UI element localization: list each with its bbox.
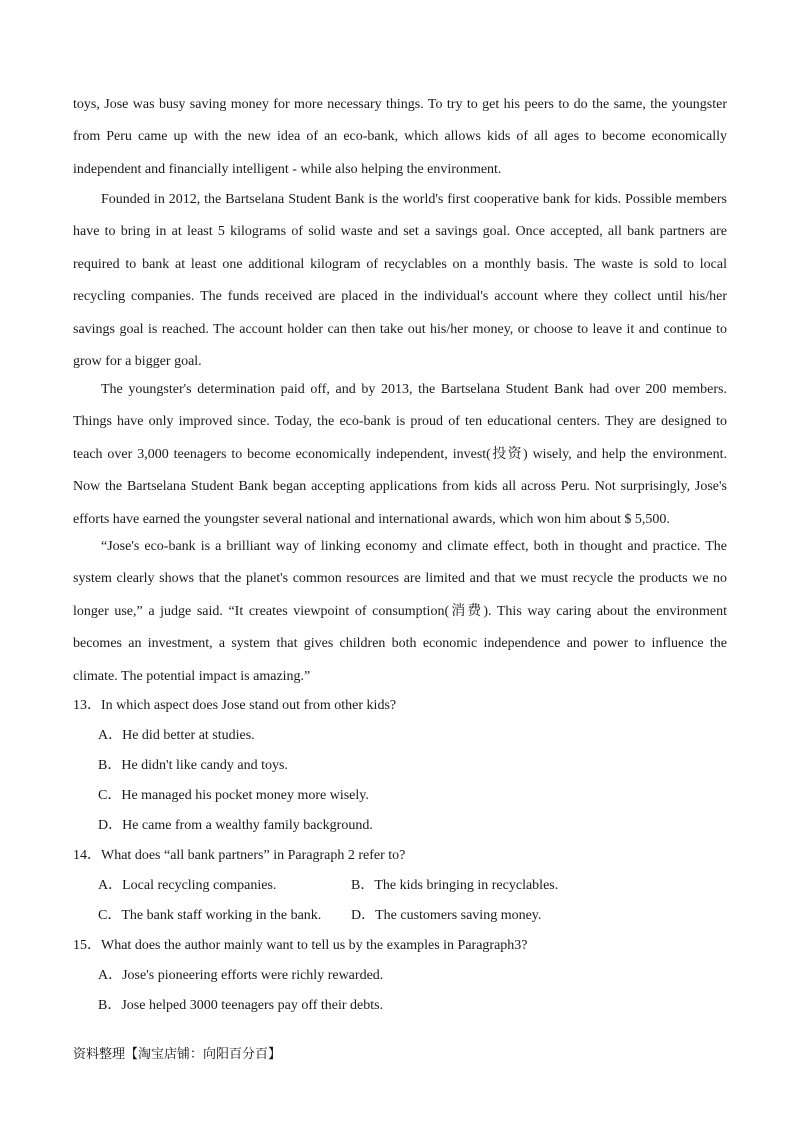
question-14-option-d: D．The customers saving money. [351, 908, 542, 923]
question-14-stem: 14．What does “all bank partners” in Paragraph 2 refer to? [73, 848, 406, 863]
question-14-option-b: B．The kids bringing in recyclables. [351, 878, 559, 893]
question-13-option-c: C．He managed his pocket money more wisely. [98, 788, 369, 803]
question-15-option-b: B．Jose helped 3000 teenagers pay off their debts. [98, 998, 384, 1013]
passage-paragraph-1: toys, Jose was busy saving money for more necessary things. To try to get his peers to do the same, the youngster from Peru came up with the new idea of an eco-bank, which allows kids of all ages to become economically independent and financially intelligent - while also helping the environment. [73, 97, 727, 177]
question-14-option-a: A．Local recycling companies. [98, 878, 277, 893]
question-13-option-d: D．He came from a wealthy family background. [98, 818, 373, 833]
question-13-stem: 13．In which aspect does Jose stand out from other kids? [73, 698, 397, 713]
footer-source-note: 资料整理【淘宝店铺：向阳百分百】 [73, 1047, 282, 1062]
question-14-option-c: C．The bank staff working in the bank. [98, 908, 322, 923]
question-13-option-a: A．He did better at studies. [98, 728, 255, 743]
question-15-option-a: A．Jose's pioneering efforts were richly rewarded. [98, 968, 384, 983]
passage-paragraph-4: “Jose's eco-bank is a brilliant way of linking economy and climate effect, both in thought and practice. The system clearly shows that the planet's common resources are limited and that we must recycle the products we no longer use,” a judge said. “It creates viewpoint of consumption(消费). This way caring about the environment becomes an investment, a system that gives children both economic independence and power to influence the climate. The potential impact is amazing.” [73, 539, 727, 684]
passage-paragraph-2: Founded in 2012, the Bartselana Student Bank is the world's first cooperative bank for kids. Possible members have to bring in at least 5 kilograms of solid waste and set a savings goal. Once accepted, all bank partners are required to bank at least one additional kilogram of recyclables on a monthly basis. The waste is sold to local recycling companies. The funds received are placed in the individual's account where they collect until his/her savings goal is reached. The account holder can then take out his/her money, or choose to leave it and continue to grow for a bigger goal. [73, 192, 727, 370]
question-15-stem: 15．What does the author mainly want to tell us by the examples in Paragraph3? [73, 938, 528, 953]
passage-paragraph-3: The youngster's determination paid off, and by 2013, the Bartselana Student Bank had over 200 members. Things have only improved since. Today, the eco-bank is proud of ten educational centers. They are designed to teach over 3,000 teenagers to become economically independent, invest(投资) wisely, and help the environment. Now the Bartselana Student Bank began accepting applications from kids all across Peru. Not surprisingly, Jose's efforts have earned the youngster several national and international awards, which won him about $ 5,500. [73, 382, 727, 527]
question-13-option-b: B．He didn't like candy and toys. [98, 758, 288, 773]
